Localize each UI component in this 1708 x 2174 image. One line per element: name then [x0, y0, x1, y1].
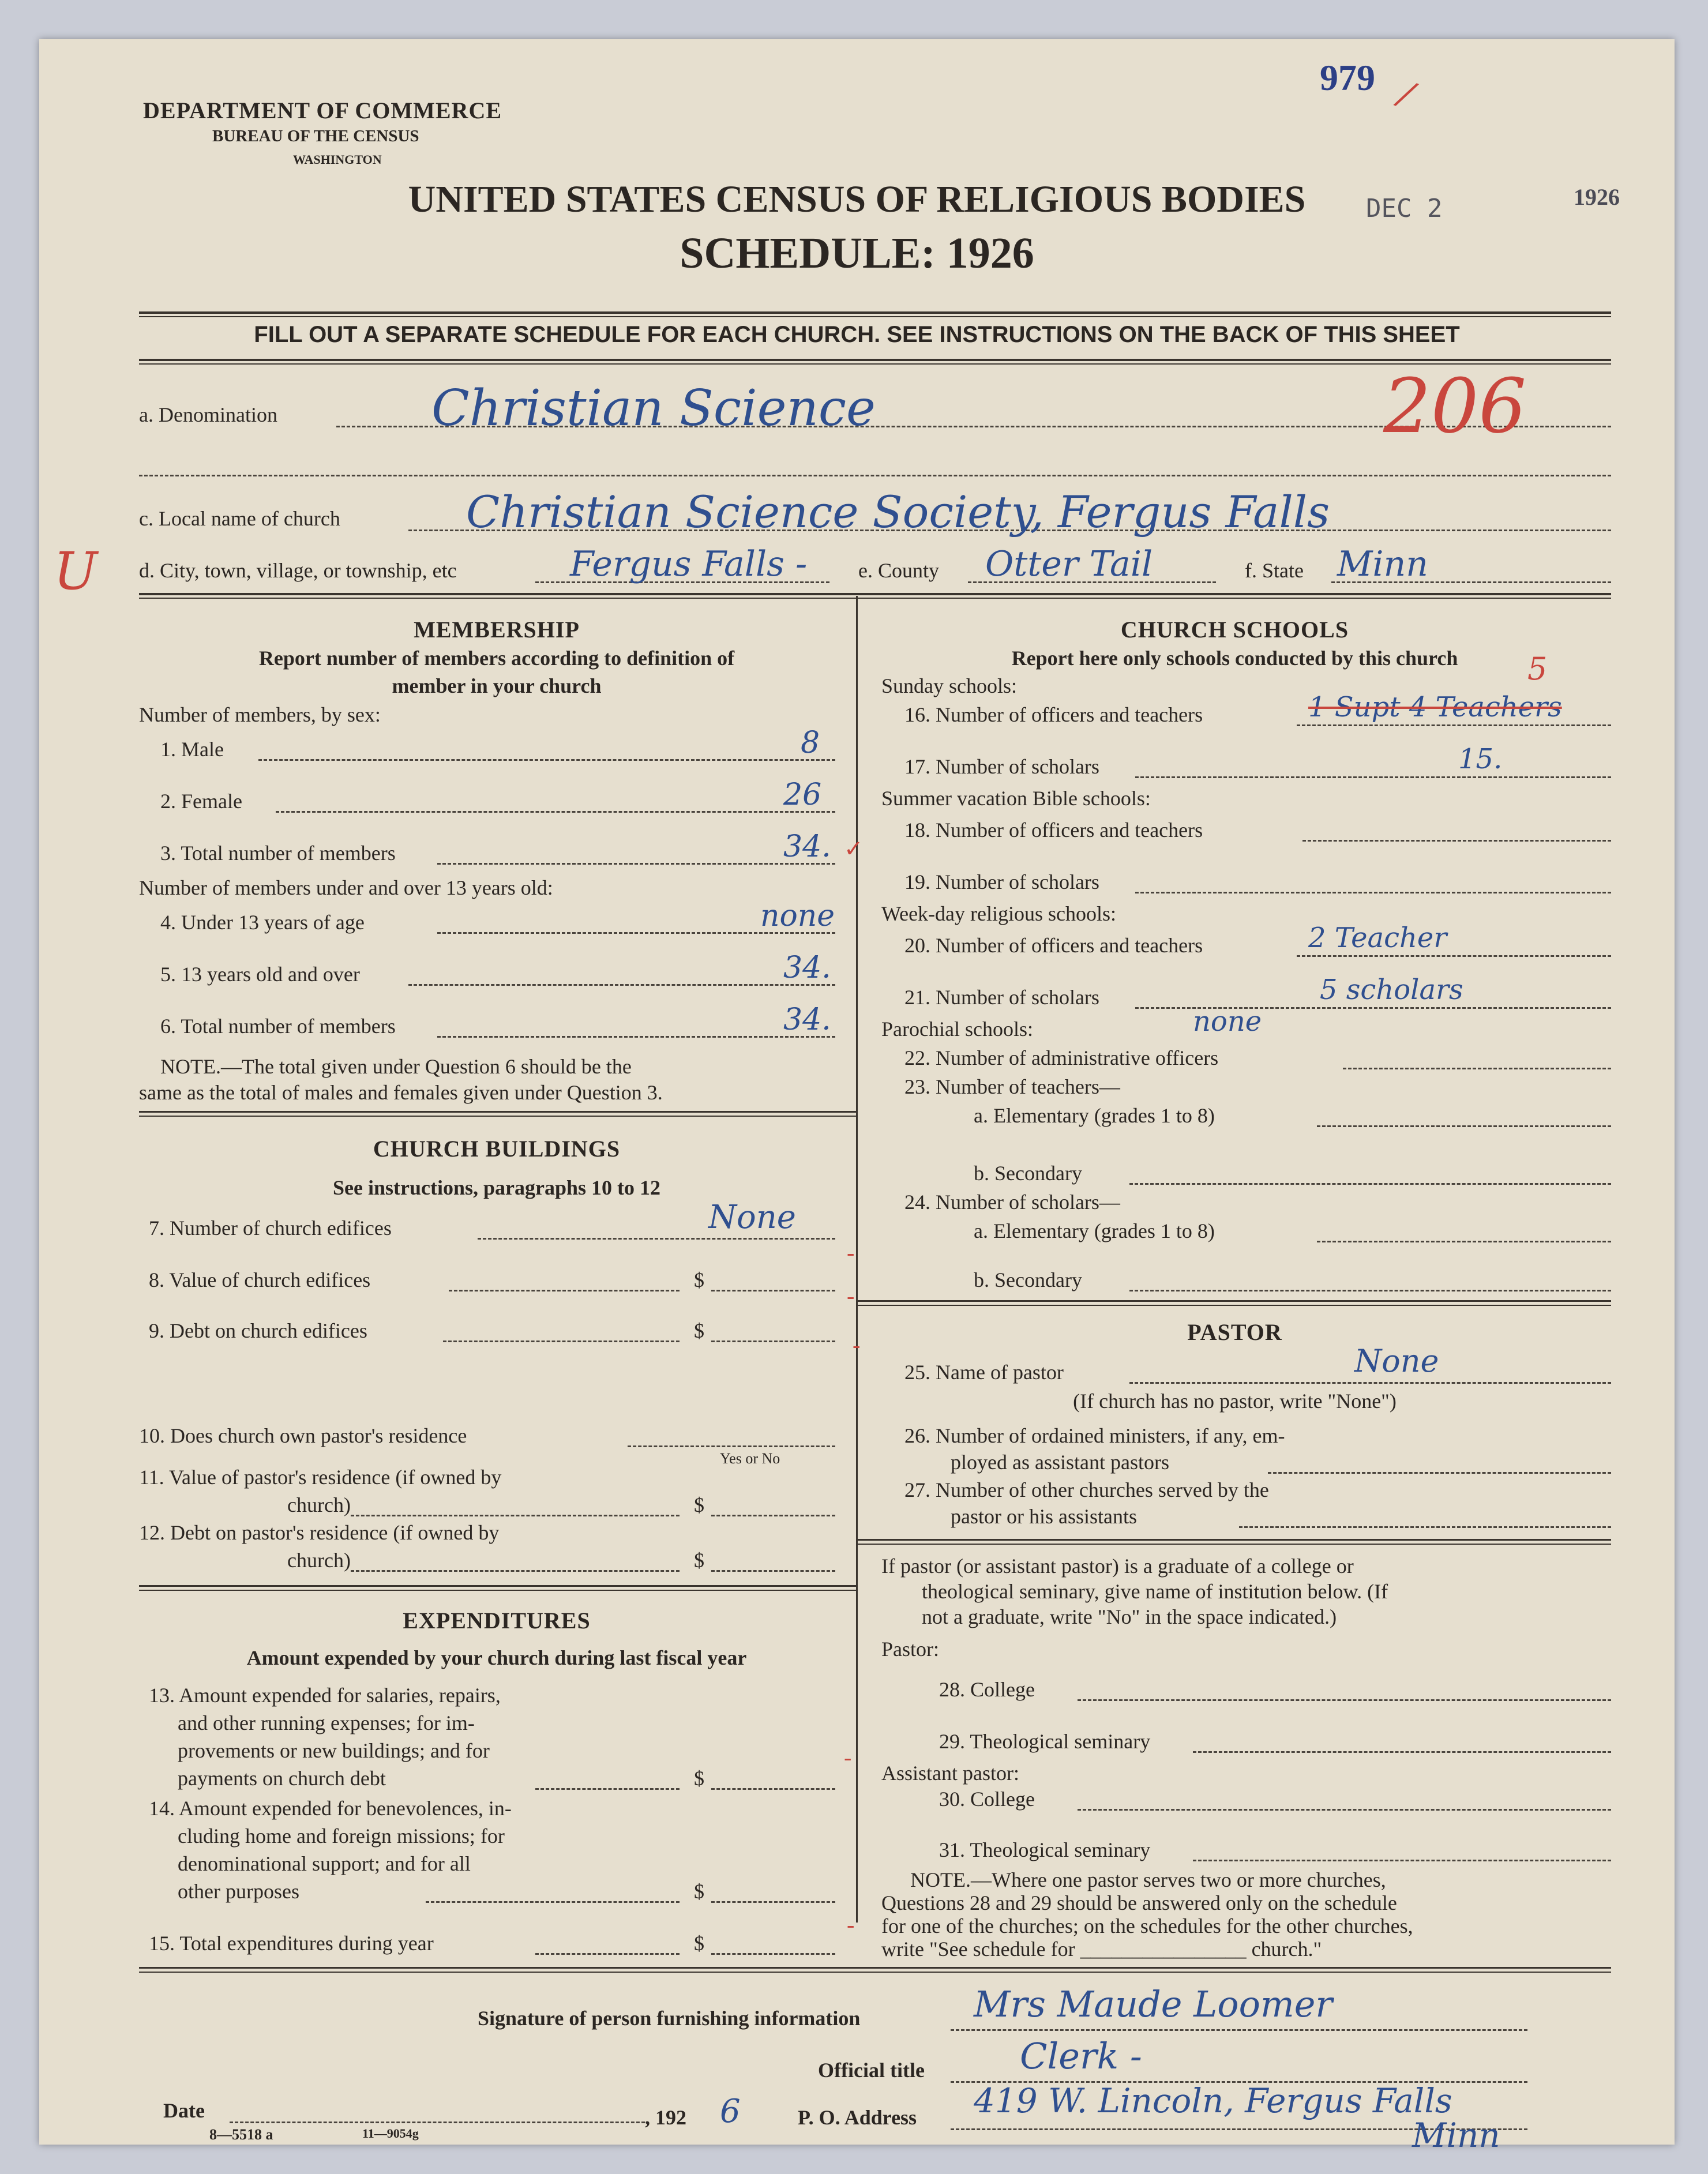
- buildings-title: CHURCH BUILDINGS: [373, 1136, 621, 1162]
- q24-label: 24. Number of scholars—: [904, 1191, 1120, 1214]
- q21-value[interactable]: 5 scholars: [1320, 974, 1463, 1006]
- total-members-value[interactable]: 34.: [783, 829, 831, 864]
- residence-value-label-2: church): [287, 1493, 351, 1516]
- q28-label: 28. College: [939, 1678, 1035, 1701]
- q25-note: (If church has no pastor, write "None"): [1073, 1390, 1397, 1413]
- dollar-sign: $: [694, 1767, 704, 1790]
- q27-label-2: pastor or his assistants: [951, 1505, 1137, 1528]
- members-by-sex-label: Number of members, by sex:: [139, 703, 381, 726]
- denomination-value[interactable]: Christian Science: [431, 380, 876, 437]
- blank-line: [139, 475, 1611, 476]
- footer-rule: [139, 1967, 1611, 1969]
- female-line: [276, 811, 835, 813]
- page-title: UNITED STATES CENSUS OF RELIGIOUS BODIES: [408, 178, 1306, 220]
- q21-label: 21. Number of scholars: [904, 986, 1099, 1009]
- q15-label: 15. Total expenditures during year: [149, 1932, 434, 1955]
- expenditures-sub: Amount expended by your church during last fiscal year: [246, 1646, 747, 1669]
- buildings-rule: [139, 1585, 856, 1587]
- membership-note-2: same as the total of males and females given under Question 3.: [139, 1081, 663, 1104]
- parochial-schools-label: Parochial schools:: [881, 1017, 1033, 1041]
- official-title-value[interactable]: Clerk -: [1020, 2035, 1142, 2077]
- pastor-sub-label: Pastor:: [881, 1638, 940, 1661]
- date-year-value[interactable]: 6: [720, 2093, 741, 2130]
- q25-line: [1129, 1382, 1611, 1384]
- q20-label: 20. Number of officers and teachers: [904, 934, 1203, 957]
- q14-line-b: [711, 1901, 835, 1903]
- q15-line-a: [535, 1953, 680, 1955]
- state-label: f. State: [1245, 559, 1304, 582]
- q14-line-1: 14. Amount expended for benevolences, in-: [149, 1797, 512, 1820]
- red-check: ✓: [844, 836, 864, 862]
- q25-label: 25. Name of pastor: [904, 1361, 1064, 1384]
- edifice-debt-line-a: [443, 1341, 680, 1342]
- q14-line-a: [426, 1901, 680, 1903]
- q23a-label: a. Elementary (grades 1 to 8): [974, 1104, 1215, 1127]
- yes-no-hint: Yes or No: [720, 1450, 780, 1467]
- membership-intro-2: member in your church: [392, 674, 602, 697]
- pastor-title: PASTOR: [1187, 1319, 1282, 1345]
- sunday-schools-label: Sunday schools:: [881, 674, 1018, 697]
- q13-line-a: [535, 1788, 680, 1790]
- church-name-label: c. Local name of church: [139, 507, 340, 530]
- over-13-value[interactable]: 34.: [783, 951, 831, 985]
- edifice-debt-label: 9. Debt on church edifices: [149, 1319, 367, 1342]
- residence-value-line-b: [711, 1515, 835, 1516]
- summer-schools-label: Summer vacation Bible schools:: [881, 787, 1151, 810]
- q19-line: [1135, 892, 1611, 893]
- total-members-6-line: [437, 1036, 835, 1038]
- signature-label: Signature of person furnishing information: [478, 2007, 861, 2030]
- q29-label: 29. Theological seminary: [939, 1730, 1151, 1753]
- q18-label: 18. Number of officers and teachers: [904, 818, 1203, 842]
- dollar-sign: $: [694, 1493, 704, 1516]
- parochial-value[interactable]: none: [1193, 1005, 1262, 1038]
- q15-line-b: [711, 1953, 835, 1955]
- pastor-rule2: [856, 1544, 1611, 1545]
- census-schedule-sheet: [39, 39, 1675, 2155]
- address-value[interactable]: 419 W. Lincoln, Fergus Falls: [974, 2081, 1452, 2120]
- buildings-rule2: [139, 1590, 856, 1591]
- q13-line-2: and other running expenses; for im-: [178, 1711, 475, 1734]
- q24b-line: [1129, 1290, 1611, 1291]
- male-line: [258, 759, 835, 761]
- q13-line-4: payments on church debt: [178, 1767, 386, 1790]
- county-value[interactable]: Otter Tail: [985, 544, 1153, 584]
- pastor-note-1: NOTE.—Where one pastor serves two or more churches,: [910, 1868, 1386, 1891]
- buildings-sub: See instructions, paragraphs 10 to 12: [332, 1176, 661, 1199]
- address-state[interactable]: Minn: [1412, 2116, 1500, 2155]
- total-members-6-value[interactable]: 34.: [783, 1002, 831, 1037]
- residence-value-line-a: [351, 1515, 680, 1516]
- schools-sub: Report here only schools conducted by this church: [1011, 647, 1458, 670]
- margin-mark: U: [54, 541, 97, 602]
- city-value[interactable]: Fergus Falls -: [570, 544, 808, 584]
- q26-line: [1268, 1472, 1611, 1474]
- q13-line-b: [711, 1788, 835, 1790]
- male-label: 1. Male: [160, 738, 224, 761]
- dollar-sign: $: [694, 1319, 704, 1342]
- check-mark: /: [1394, 73, 1419, 115]
- section-rule2: [139, 598, 1611, 599]
- red-dash: -: [844, 1744, 852, 1770]
- graduate-note-1: If pastor (or assistant pastor) is a graduate of a college or: [881, 1555, 1354, 1578]
- q14-line-3: denominational support; and for all: [178, 1852, 471, 1875]
- q25-value[interactable]: None: [1354, 1343, 1439, 1379]
- assistant-pastor-label: Assistant pastor:: [881, 1762, 1019, 1785]
- edifice-value-line-b: [711, 1290, 835, 1291]
- q17-value[interactable]: 15.: [1458, 743, 1503, 775]
- department-name: DEPARTMENT OF COMMERCE: [143, 97, 502, 123]
- schools-rule2: [856, 1305, 1611, 1306]
- q16-label: 16. Number of officers and teachers: [904, 703, 1203, 726]
- q17-line: [1135, 776, 1611, 778]
- schedule-title: SCHEDULE: 1926: [680, 229, 1034, 277]
- schools-title: CHURCH SCHOOLS: [1120, 617, 1349, 643]
- residence-debt-line-a: [351, 1570, 680, 1572]
- q24a-line: [1317, 1241, 1611, 1242]
- date-label: Date: [163, 2099, 205, 2122]
- q30-label: 30. College: [939, 1788, 1035, 1811]
- header-rule-top: [139, 311, 1611, 314]
- q18-line: [1302, 840, 1611, 842]
- dollar-sign: $: [694, 1880, 704, 1903]
- q28-line: [1078, 1699, 1611, 1701]
- membership-rule2: [139, 1116, 856, 1117]
- schools-rule: [856, 1300, 1611, 1302]
- date-stamp: DEC 2: [1366, 194, 1443, 223]
- section-rule: [139, 593, 1611, 595]
- stamp-year: 1926: [1574, 184, 1620, 210]
- own-residence-line: [628, 1445, 835, 1447]
- q30-line: [1078, 1809, 1611, 1811]
- q29-line: [1193, 1751, 1611, 1753]
- form-code: 8—5518 a: [209, 2126, 273, 2143]
- residence-value-label-1: 11. Value of pastor's residence (if owned by: [139, 1466, 502, 1489]
- over-13-label: 5. 13 years old and over: [160, 963, 360, 986]
- q23a-line: [1317, 1125, 1611, 1127]
- membership-rule: [139, 1111, 856, 1113]
- instruction-banner: FILL OUT A SEPARATE SCHEDULE FOR EACH CHURCH. SEE INSTRUCTIONS ON THE BACK OF THIS SHEET: [254, 322, 1460, 347]
- q27-line: [1239, 1526, 1611, 1528]
- dollar-sign: $: [694, 1932, 704, 1955]
- denomination-label: a. Denomination: [139, 403, 277, 426]
- state-value[interactable]: Minn: [1337, 544, 1428, 584]
- red-dash: -: [847, 1240, 855, 1266]
- under-13-value[interactable]: none: [760, 899, 835, 933]
- female-value[interactable]: 26: [783, 778, 822, 812]
- pastor-rule: [856, 1539, 1611, 1541]
- edifices-label: 7. Number of church edifices: [149, 1216, 392, 1240]
- expenditures-title: EXPENDITURES: [403, 1608, 591, 1634]
- bureau-city: WASHINGTON: [293, 152, 382, 167]
- edifices-line: [478, 1238, 835, 1240]
- city-label: d. City, town, village, or township, etc: [139, 559, 457, 582]
- q24b-label: b. Secondary: [974, 1268, 1082, 1291]
- county-label: e. County: [858, 559, 939, 582]
- dollar-sign: $: [694, 1549, 704, 1572]
- edifice-value-line-a: [449, 1290, 680, 1291]
- q22-label: 22. Number of administrative officers: [904, 1046, 1219, 1069]
- membership-intro-1: Report number of members according to definition of: [258, 647, 735, 670]
- q23-label: 23. Number of teachers—: [904, 1075, 1120, 1098]
- address-label: P. O. Address: [798, 2106, 917, 2129]
- graduate-note-2: theological seminary, give name of institution below. (If: [922, 1580, 1388, 1603]
- dollar-sign: $: [694, 1268, 704, 1291]
- residence-debt-label-2: church): [287, 1549, 351, 1572]
- column-divider: [856, 596, 858, 1923]
- over-13-line: [408, 984, 835, 986]
- church-name-value[interactable]: Christian Science Society, Fergus Falls: [466, 486, 1330, 538]
- membership-title: MEMBERSHIP: [414, 617, 580, 643]
- own-residence-label: 10. Does church own pastor's residence: [139, 1424, 467, 1447]
- under-over-label: Number of members under and over 13 years old:: [139, 876, 553, 899]
- schedule-number-red: 206: [1383, 362, 1527, 450]
- header-rule-top2: [139, 316, 1611, 317]
- pastor-note-3: for one of the churches; on the schedules for the other churches,: [881, 1914, 1413, 1938]
- total-members-line: [437, 863, 835, 865]
- residence-debt-line-b: [711, 1570, 835, 1572]
- edifice-value-label: 8. Value of church edifices: [149, 1268, 371, 1291]
- red-dash: -: [847, 1283, 855, 1309]
- q14-line-4: other purposes: [178, 1880, 299, 1903]
- residence-debt-label-1: 12. Debt on pastor's residence (if owned by: [139, 1521, 500, 1544]
- q24a-label: a. Elementary (grades 1 to 8): [974, 1219, 1215, 1242]
- membership-note-1: NOTE.—The total given under Question 6 should be the: [160, 1055, 632, 1078]
- female-label: 2. Female: [160, 790, 242, 813]
- q27-label-1: 27. Number of other churches served by the: [904, 1478, 1269, 1501]
- q26-label-1: 26. Number of ordained ministers, if any, em-: [904, 1424, 1285, 1447]
- signature-value[interactable]: Mrs Maude Loomer: [974, 1983, 1333, 2025]
- edifices-value[interactable]: None: [708, 1199, 796, 1236]
- q31-label: 31. Theological seminary: [939, 1838, 1151, 1861]
- edifice-debt-line-b: [711, 1341, 835, 1342]
- q16-value[interactable]: 1 Supt 4 Teachers: [1308, 691, 1562, 723]
- q13-line-3: provements or new buildings; and for: [178, 1739, 490, 1762]
- q14-line-2: cluding home and foreign missions; for: [178, 1824, 505, 1848]
- file-number: 979: [1320, 57, 1375, 98]
- red-dash: -: [853, 1332, 861, 1358]
- footer-rule2: [139, 1972, 1611, 1973]
- q31-line: [1193, 1860, 1611, 1861]
- male-value[interactable]: 8: [801, 726, 820, 760]
- date-year-prefix: , 192: [645, 2106, 686, 2129]
- q20-value[interactable]: 2 Teacher: [1308, 922, 1447, 954]
- total-members-6-label: 6. Total number of members: [160, 1015, 396, 1038]
- q16-line: [1297, 724, 1611, 726]
- q23b-label: b. Secondary: [974, 1162, 1082, 1185]
- q19-label: 19. Number of scholars: [904, 870, 1099, 893]
- pastor-note-4: write "See schedule for ________________ church.": [881, 1938, 1322, 1961]
- date-line: [230, 2122, 645, 2123]
- q20-line: [1297, 955, 1611, 957]
- q26-label-2: ployed as assistant pastors: [951, 1451, 1169, 1474]
- weekday-schools-label: Week-day religious schools:: [881, 902, 1117, 925]
- q13-line-1: 13. Amount expended for salaries, repairs,: [149, 1684, 501, 1707]
- print-code: 11—9054g: [362, 2126, 419, 2141]
- red-dash: -: [847, 1912, 855, 1938]
- graduate-note-3: not a graduate, write "No" in the space indicated.): [922, 1605, 1337, 1628]
- total-members-label: 3. Total number of members: [160, 842, 396, 865]
- q22-line: [1343, 1068, 1611, 1069]
- under-13-label: 4. Under 13 years of age: [160, 911, 365, 934]
- pastor-note-2: Questions 28 and 29 should be answered only on the schedule: [881, 1891, 1397, 1914]
- q16-red-value: 5: [1527, 651, 1548, 687]
- q17-label: 17. Number of scholars: [904, 755, 1099, 778]
- q23b-line: [1129, 1183, 1611, 1185]
- signature-line: [951, 2029, 1527, 2031]
- header-rule-bottom: [139, 359, 1611, 361]
- official-title-label: Official title: [818, 2059, 925, 2082]
- bureau-name: BUREAU OF THE CENSUS: [212, 127, 419, 145]
